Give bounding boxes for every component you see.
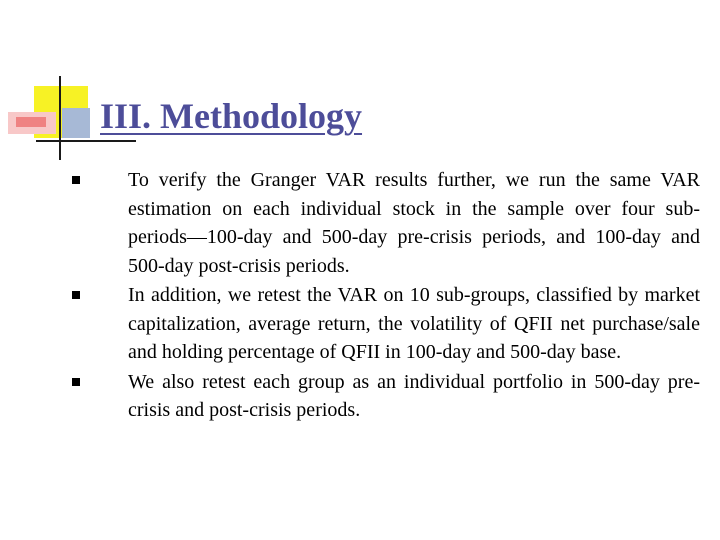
square-bullet-icon [72, 378, 80, 386]
bullet-item [70, 166, 700, 280]
bullet-text: To verify the Granger VAR results further, we run the same VAR estimation on each individual stock in the sample over four sub-periods—100-day and 500-day pre-crisis periods, and 100-day and 500-day post-crisis periods. [128, 169, 700, 277]
bullet-item [70, 281, 700, 367]
decorative-horizontal-line [36, 140, 136, 142]
decorative-red-bar-inner [16, 117, 46, 127]
square-bullet-icon [72, 176, 80, 184]
decorative-blue-square [62, 108, 90, 138]
bullet-item [70, 368, 700, 425]
decorative-red-bar [8, 112, 56, 134]
slide-title: III. Methodology [100, 96, 363, 136]
bullet-text: In addition, we retest the VAR on 10 sub-groups, classified by market capitalization, average return, the volatility of QFII net purchase/sale and holding percentage of QFII in 100-day and 500-day base. [128, 284, 700, 363]
bullet-text: We also retest each group as an individual portfolio in 500-day pre-crisis and post-crisis periods. [128, 370, 700, 421]
decorative-vertical-line [59, 76, 61, 160]
bullet-list [70, 166, 700, 426]
square-bullet-icon [72, 291, 80, 299]
